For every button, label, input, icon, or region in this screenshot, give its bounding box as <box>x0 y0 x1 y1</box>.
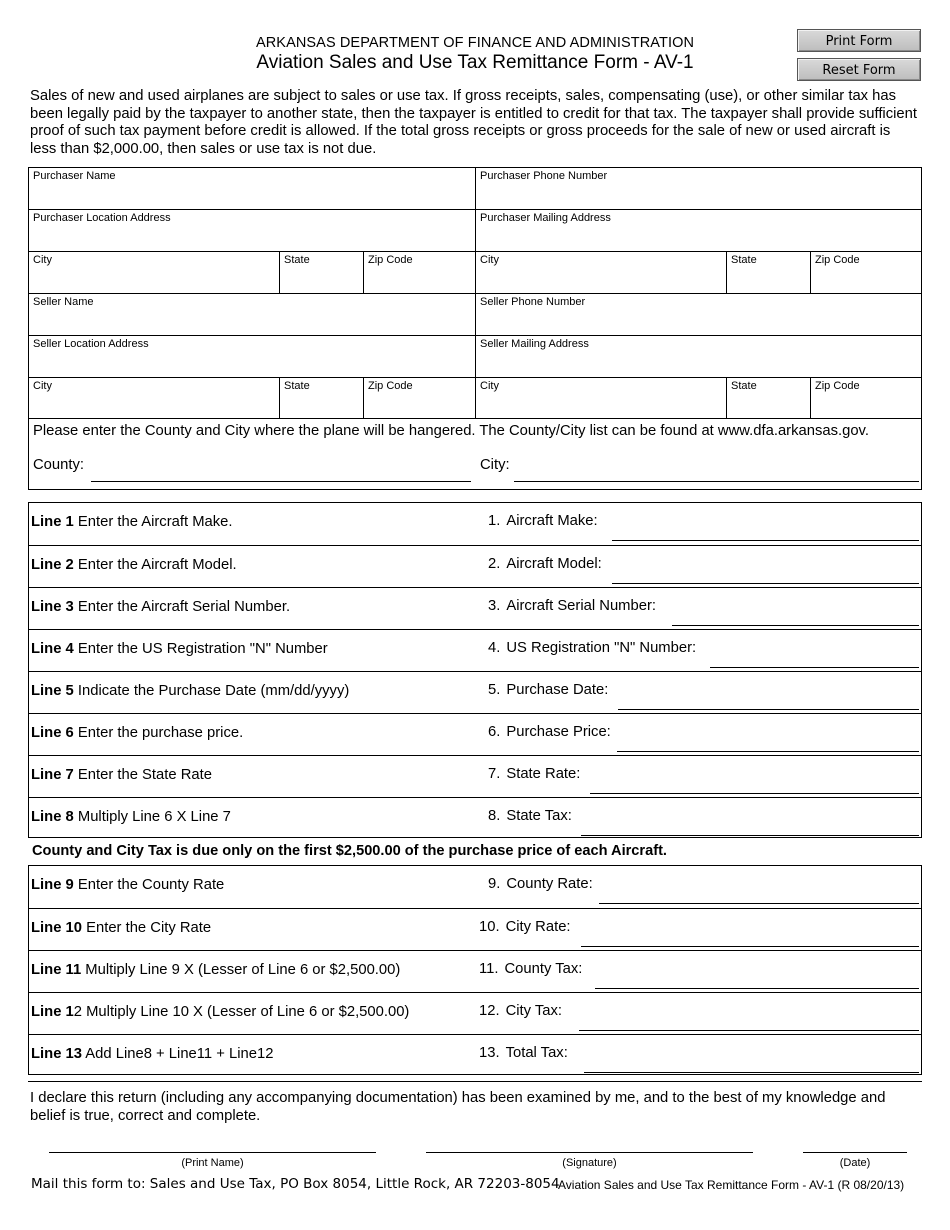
line-number-label: Line 1 <box>31 1004 74 1020</box>
seller-name-field[interactable] <box>28 293 475 335</box>
line-instruction <box>31 514 233 530</box>
purchaser-zip-field[interactable] <box>363 251 475 293</box>
hangar-city-label: City: <box>480 457 510 473</box>
line-field-name: State Tax: <box>506 808 572 824</box>
line-field-label <box>479 961 582 977</box>
line-input[interactable] <box>581 946 919 947</box>
line-number-label: Line 9 <box>31 877 74 893</box>
declaration-text: I declare this return (including any accompanying documentation) has been examined by me, and to the best of my knowledge and belief is true, correct and complete. <box>30 1090 886 1124</box>
purchaser-location-label: Purchaser Location Address <box>33 212 171 224</box>
seller-city-field[interactable] <box>28 377 279 419</box>
line-input[interactable] <box>612 583 919 584</box>
line-field-name: County Rate: <box>506 876 593 892</box>
line-instruction-text: Add Line8 + Line11 + Line12 <box>82 1046 274 1062</box>
mailing-instructions: Mail this form to: Sales and Use Tax, PO Box 8054, Little Rock, AR 72203-8054 <box>31 1176 560 1192</box>
line-input[interactable] <box>710 667 919 668</box>
line-instruction-text: Enter the Aircraft Model. <box>73 557 237 573</box>
line-number-label: Line 3 <box>31 599 74 615</box>
line-field-name: City Rate: <box>505 919 571 935</box>
city-label: City <box>33 380 52 392</box>
line-field-label <box>488 766 580 782</box>
line-field-number: 9. <box>488 876 501 892</box>
line-field-name: Purchase Price: <box>506 724 611 740</box>
party-info-grid <box>28 167 922 419</box>
line-field-name: Aircraft Make: <box>506 513 598 529</box>
state-label: State <box>731 380 757 392</box>
purchaser-mailing-label: Purchaser Mailing Address <box>480 212 611 224</box>
purchaser-mailing-city-field[interactable] <box>475 251 726 293</box>
line-field-number: 13. <box>479 1045 500 1061</box>
intro-paragraph: Sales of new and used airplanes are subject to sales or use tax. If gross receipts, sales, compensating (use), or other similar tax has been legally paid by the taxpayer to another state, then the taxpayer is entitled to credit for that tax. The taxpayer shall provide sufficient proof of such tax payment before credit is allowed. If the total gross receipts or gross proceeds for the sale of new or used aircraft is less than $2,000.00, then sales or use tax is not due. <box>30 88 917 157</box>
line-instruction <box>31 767 212 783</box>
seller-phone-field[interactable] <box>475 293 921 335</box>
form-line-row <box>29 587 921 629</box>
line-field-name: State Rate: <box>506 766 581 782</box>
purchaser-mailing-field[interactable] <box>475 209 921 251</box>
signature-input[interactable] <box>426 1152 753 1153</box>
purchaser-mailing-zip-field[interactable] <box>810 251 921 293</box>
line-instruction-text: Enter the Aircraft Serial Number. <box>73 599 291 615</box>
line-field-label <box>488 876 593 892</box>
line-input[interactable] <box>595 988 919 989</box>
form-line-row <box>29 866 921 908</box>
print-name-caption: (Print Name) <box>181 1157 244 1169</box>
form-line-row <box>29 755 921 797</box>
line-field-number: 11. <box>479 961 499 977</box>
local-tax-lines-section <box>28 865 922 1075</box>
seller-mailing-field[interactable] <box>475 335 921 377</box>
seller-mailing-zip-field[interactable] <box>810 377 921 419</box>
line-input[interactable] <box>579 1030 919 1031</box>
line-field-label <box>479 1045 568 1061</box>
zip-label: Zip Code <box>815 254 860 266</box>
county-city-tax-note: County and City Tax is due only on the first $2,500.00 of the purchase price of each Aircraft. <box>32 843 667 859</box>
line-field-number: 8. <box>488 808 501 824</box>
line-instruction <box>31 962 400 978</box>
line-input[interactable] <box>617 751 919 752</box>
purchaser-city-field[interactable] <box>28 251 279 293</box>
line-field-number: 3. <box>488 598 501 614</box>
form-line-row <box>29 992 921 1034</box>
aircraft-lines-section <box>28 502 922 838</box>
line-instruction-text: Enter the Aircraft Make. <box>73 514 233 530</box>
line-input[interactable] <box>590 793 919 794</box>
city-label: City <box>33 254 52 266</box>
line-number-label: Line 4 <box>31 641 74 657</box>
line-number-label: Line 6 <box>31 725 74 741</box>
seller-state-field[interactable] <box>279 377 363 419</box>
purchaser-state-field[interactable] <box>279 251 363 293</box>
zip-label: Zip Code <box>815 380 860 392</box>
seller-zip-field[interactable] <box>363 377 475 419</box>
line-instruction-text: Enter the County Rate <box>73 877 225 893</box>
line-instruction <box>31 809 231 825</box>
form-line-row <box>29 671 921 713</box>
line-input[interactable] <box>672 625 919 626</box>
purchaser-mailing-state-field[interactable] <box>726 251 810 293</box>
line-field-name: Aircraft Serial Number: <box>506 598 656 614</box>
line-field-number: 10. <box>479 919 500 935</box>
line-field-name: City Tax: <box>505 1003 563 1019</box>
line-instruction-text: Enter the purchase price. <box>73 725 244 741</box>
line-number-label: Line 2 <box>31 557 74 573</box>
form-line-row <box>29 713 921 755</box>
line-instruction <box>31 1046 273 1062</box>
line-field-label <box>488 682 608 698</box>
line-input[interactable] <box>618 709 919 710</box>
line-number-label: Line 10 <box>31 920 82 936</box>
line-instruction-text: Enter the State Rate <box>73 767 212 783</box>
form-line-row <box>29 503 921 545</box>
purchaser-phone-field[interactable] <box>475 167 921 209</box>
line-instruction <box>31 725 243 741</box>
print-name-input[interactable] <box>49 1152 376 1153</box>
form-title: Aviation Sales and Use Tax Remittance Form - AV-1 <box>256 52 694 73</box>
line-field-number: 12. <box>479 1003 500 1019</box>
seller-location-field[interactable] <box>28 335 475 377</box>
line-instruction-text: Multiply Line 6 X Line 7 <box>73 809 231 825</box>
seller-phone-label: Seller Phone Number <box>480 296 586 308</box>
line-number-label: Line 7 <box>31 767 74 783</box>
seller-mailing-city-field[interactable] <box>475 377 726 419</box>
line-field-name: Total Tax: <box>505 1045 568 1061</box>
line-instruction-text: Enter the City Rate <box>82 920 212 936</box>
form-line-row <box>29 797 921 839</box>
form-line-row <box>29 545 921 587</box>
line-input[interactable] <box>584 1072 919 1073</box>
line-instruction-text: 2 Multiply Line 10 X (Lesser of Line 6 or $2,500.00) <box>73 1004 410 1020</box>
form-line-row <box>29 629 921 671</box>
seller-mailing-label: Seller Mailing Address <box>480 338 589 350</box>
line-instruction-text: Indicate the Purchase Date (mm/dd/yyyy) <box>73 683 350 699</box>
line-number-label: Line 13 <box>31 1046 82 1062</box>
line-field-name: Purchase Date: <box>506 682 609 698</box>
line-field-label <box>488 513 598 529</box>
line-field-label <box>488 598 656 614</box>
line-field-name: Aircraft Model: <box>506 556 602 572</box>
line-field-label <box>479 1003 562 1019</box>
zip-label: Zip Code <box>368 254 413 266</box>
print-form-button[interactable]: Print Form <box>797 29 921 52</box>
line-field-label <box>479 919 571 935</box>
line-field-label <box>488 808 572 824</box>
line-instruction <box>31 641 328 657</box>
line-number-label: Line 1 <box>31 514 74 530</box>
county-label: County: <box>33 457 84 473</box>
city-label: City <box>480 380 499 392</box>
section-divider <box>28 1081 922 1082</box>
form-line-row <box>29 908 921 950</box>
purchaser-location-field[interactable] <box>28 209 475 251</box>
line-instruction <box>31 877 224 893</box>
purchaser-name-label: Purchaser Name <box>33 170 116 182</box>
line-instruction <box>31 557 237 573</box>
line-input[interactable] <box>612 540 919 541</box>
reset-form-button[interactable]: Reset Form <box>797 58 921 81</box>
line-field-number: 7. <box>488 766 501 782</box>
purchaser-name-field[interactable] <box>28 167 475 209</box>
hangar-instruction: Please enter the County and City where the plane will be hangered. The County/City list can be found at www.dfa.arkansas.gov. <box>33 423 869 439</box>
line-field-number: 1. <box>488 513 501 529</box>
form-line-row <box>29 1034 921 1076</box>
seller-name-label: Seller Name <box>33 296 94 308</box>
line-number-label: Line 5 <box>31 683 74 699</box>
line-field-name: County Tax: <box>504 961 583 977</box>
state-label: State <box>284 380 310 392</box>
line-input[interactable] <box>599 903 919 904</box>
line-field-number: 6. <box>488 724 501 740</box>
state-label: State <box>731 254 757 266</box>
state-label: State <box>284 254 310 266</box>
line-instruction-text: Multiply Line 9 X (Lesser of Line 6 or $2,500.00) <box>81 962 401 978</box>
line-instruction <box>31 1004 409 1020</box>
line-instruction <box>31 920 211 936</box>
city-label: City <box>480 254 499 266</box>
hangar-city-input[interactable] <box>514 481 919 482</box>
form-line-row <box>29 950 921 992</box>
line-field-label <box>488 640 696 656</box>
seller-mailing-state-field[interactable] <box>726 377 810 419</box>
purchaser-phone-label: Purchaser Phone Number <box>480 170 608 182</box>
line-field-number: 4. <box>488 640 501 656</box>
date-caption: (Date) <box>839 1157 871 1169</box>
signature-caption: (Signature) <box>562 1157 617 1169</box>
form-revision-id: Aviation Sales and Use Tax Remittance Form - AV-1 (R 08/20/13) <box>558 1178 905 1192</box>
line-input[interactable] <box>581 835 919 836</box>
line-instruction <box>31 599 290 615</box>
hangar-section <box>28 419 922 490</box>
date-input[interactable] <box>803 1152 907 1153</box>
line-number-label: Line 11 <box>31 962 82 978</box>
line-field-label <box>488 724 611 740</box>
seller-location-label: Seller Location Address <box>33 338 149 350</box>
county-input[interactable] <box>91 481 471 482</box>
line-field-number: 2. <box>488 556 501 572</box>
line-number-label: Line 8 <box>31 809 74 825</box>
line-field-label <box>488 556 602 572</box>
line-instruction <box>31 683 349 699</box>
agency-name: ARKANSAS DEPARTMENT OF FINANCE AND ADMINISTRATION <box>255 35 695 51</box>
line-instruction-text: Enter the US Registration "N" Number <box>73 641 328 657</box>
zip-label: Zip Code <box>368 380 413 392</box>
line-field-number: 5. <box>488 682 501 698</box>
line-field-name: US Registration "N" Number: <box>506 640 697 656</box>
